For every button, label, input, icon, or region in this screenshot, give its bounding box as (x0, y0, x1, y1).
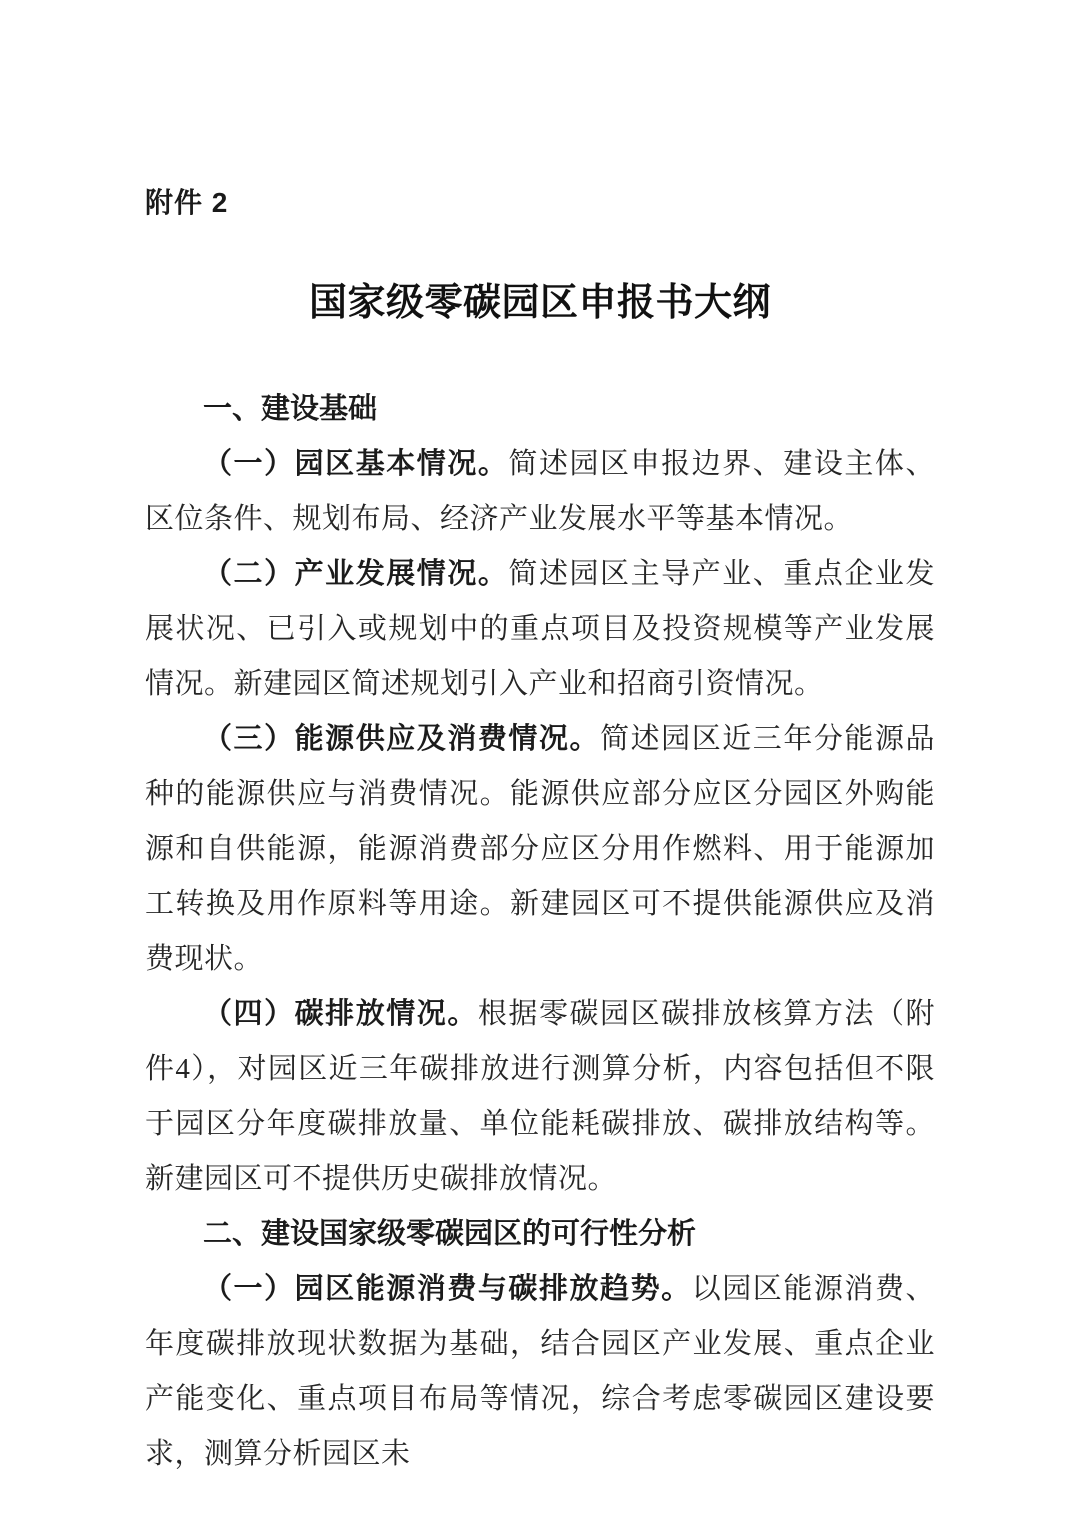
paragraph-1-2-lead: （二）产业发展情况。 (203, 558, 509, 590)
paragraph-1-4 (145, 987, 935, 1207)
paragraph-2-1 (145, 1262, 935, 1482)
paragraph-1-2 (145, 547, 935, 712)
paragraph-1-1-body: 简述园区申报边界、建设主体、区位条件、规划布局、经济产业发展水平等基本情况。 (145, 448, 935, 535)
section-heading-2: 二、建设国家级零碳园区的可行性分析 (203, 1218, 697, 1250)
paragraph-1-1-lead: （一）园区基本情况。 (203, 448, 509, 480)
document-title: 国家级零碳园区申报书大纲 (308, 282, 771, 324)
paragraph-2-1-body: 以园区能源消费、年度碳排放现状数据为基础，结合园区产业发展、重点企业产能变化、重点项目布局等情况，综合考虑零碳园区建设要求，测算分析园区未 (145, 1273, 935, 1470)
paragraph-1-3 (145, 712, 935, 987)
attachment-label: 附件 2 (145, 187, 229, 218)
paragraph-1-2-body: 简述园区主导产业、重点企业发展状况、已引入或规划中的重点项目及投资规模等产业发展情况。新建园区简述规划引入产业和招商引资情况。 (145, 558, 935, 700)
paragraph-1-4-lead: （四）碳排放情况。 (203, 998, 478, 1030)
paragraph-1-3-body: 简述园区近三年分能源品种的能源供应与消费情况。能源供应部分应区分园区外购能源和自供能源，能源消费部分应区分用作燃料、用于能源加工转换及用作原料等用途。新建园区可不提供能源供应及消费现状。 (145, 723, 935, 975)
paragraph-1-3-lead: （三）能源供应及消费情况。 (203, 723, 601, 755)
paragraph-1-4-body: 根据零碳园区碳排放核算方法（附件4），对园区近三年碳排放进行测算分析，内容包括但不限于园区分年度碳排放量、单位能耗碳排放、碳排放结构等。新建园区可不提供历史碳排放情况。 (145, 998, 935, 1195)
paragraph-1-1 (145, 437, 935, 547)
section-heading-1: 一、建设基础 (203, 393, 378, 425)
paragraph-2-1-lead: （一）园区能源消费与碳排放趋势。 (203, 1273, 692, 1305)
